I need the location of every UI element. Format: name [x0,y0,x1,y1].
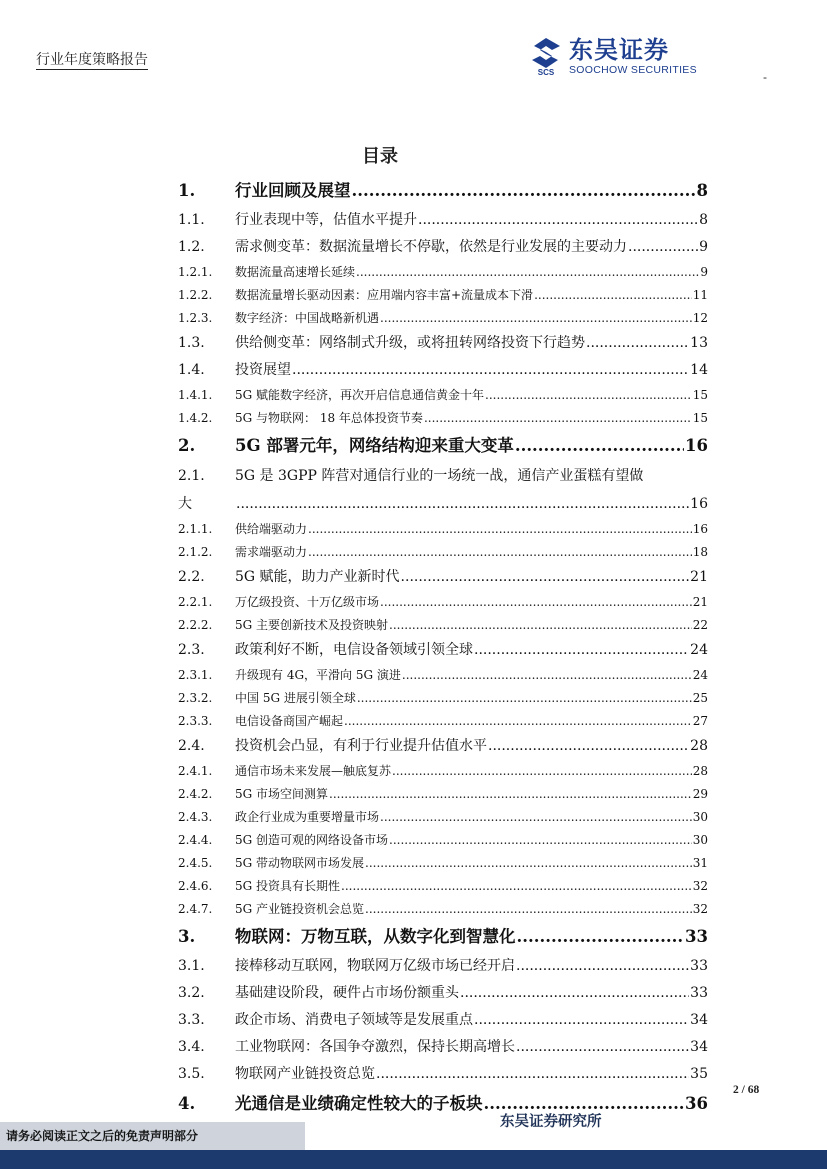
toc-entry-page: 32 [692,879,708,893]
toc-entry-number: 2.4.4. [178,833,213,847]
toc-entry-title: 供给端驱动力 [235,522,308,536]
toc-entry-page: 22 [692,618,708,632]
toc-leader-dots [356,261,699,284]
toc-entry-title: 5G 产业链投资机会总览 [235,902,365,916]
toc-leader-dots [329,783,692,806]
toc-entry[interactable] [178,1007,708,1034]
toc-entry[interactable] [178,921,708,953]
toc-entry-title: 投资机会凸显，有利于行业提升估值水平 [235,738,487,754]
toc-entry-title: 5G 赋能，助力产业新时代 [235,569,400,585]
toc-entry[interactable] [178,541,708,564]
toc-entry-page: 30 [692,833,708,847]
toc-entry-title: 5G 创造可观的网络设备市场 [235,833,389,847]
toc-entry-title: 电信设备商国产崛起 [235,714,344,728]
toc-entry[interactable] [178,357,708,384]
toc-leader-dots [401,564,690,591]
toc-leader-dots [357,687,692,710]
toc-entry-title: 数据流量增长驱动因素：应用端内容丰富+流量成本下滑 [235,288,534,302]
toc-entry-number: 3.3. [178,1012,205,1028]
toc-entry-title: 5G 投资具有长期性 [235,879,341,893]
toc-entry-title: 物联网：万物互联，从数字化到智慧化 [235,927,516,946]
toc-entry-title: 数字经济：中国战略新机遇 [235,311,380,325]
toc-entry[interactable] [178,384,708,407]
toc-entry[interactable] [178,614,708,637]
logo-english-name: SOOCHOW SECURITIES [569,64,697,76]
toc-entry-number: 2.4.6. [178,879,213,893]
toc-entry[interactable] [178,407,708,430]
toc-entry-number: 2.3. [178,642,205,658]
toc-entry-number: 2.4.2. [178,787,213,801]
toc-entry-page: 30 [692,810,708,824]
toc-leader-dots [392,760,692,783]
toc-entry-title: 数据流量高速增长延续 [235,265,356,279]
toc-entry[interactable] [178,175,708,207]
toc-entry-page: 24 [692,668,708,682]
toc-entry-number: 2.1.1. [178,522,213,536]
company-logo [528,36,698,78]
table-of-contents [178,175,708,1120]
toc-entry-page: 28 [690,738,708,754]
toc-entry-page: 18 [692,545,708,559]
toc-leader-dots [474,637,689,664]
svg-text:SCS: SCS [537,68,555,76]
toc-entry-page: 8 [699,212,708,228]
toc-entry-page: 16 [692,522,708,536]
toc-entry-page: 16 [685,436,708,455]
toc-entry-number: 3.4. [178,1039,205,1055]
toc-entry[interactable] [178,852,708,875]
toc-entry-title: 万亿级投资、十万亿级市场 [235,595,380,609]
toc-entry[interactable] [178,733,708,760]
toc-entry-number: 2.3.3. [178,714,213,728]
toc-entry-title: 政企行业成为重要增量市场 [235,810,380,824]
toc-leader-dots [380,591,692,614]
toc-entry-number: 2.2. [178,569,205,585]
toc-entry-page: 15 [692,388,708,402]
toc-leader-dots [365,852,692,875]
toc-entry-page: 34 [690,1012,708,1028]
toc-entry-number: 1.3. [178,335,205,351]
toc-entry-page: 21 [692,595,708,609]
toc-leader-dots [389,614,692,637]
toc-entry-number: 3. [178,927,196,946]
toc-entry-number: 1.4.1. [178,388,213,402]
toc-entry-page: 32 [692,902,708,916]
toc-entry-page: 9 [700,265,708,279]
toc-leader-dots [474,1007,689,1034]
toc-entry-number: 1.2.2. [178,288,213,302]
toc-entry-number: 2.4.3. [178,810,213,824]
toc-entry-page: 33 [685,927,708,946]
toc-entry-page: 34 [690,1039,708,1055]
toc-entry[interactable] [178,760,708,783]
toc-leader-dots [485,384,692,407]
toc-entry[interactable] [178,1061,708,1088]
toc-entry[interactable] [178,330,708,357]
toc-leader-dots [341,875,692,898]
toc-entry-title: 物联网产业链投资总览 [235,1066,375,1082]
toc-leader-dots [380,806,692,829]
toc-entry-page: 33 [690,985,708,1001]
toc-entry-title: 行业表现中等，估值水平提升 [235,212,417,228]
toc-entry-title: 接棒移动互联网，物联网万亿级市场已经开启 [235,958,515,974]
toc-entry-title: 5G 部署元年，网络结构迎来重大变革 [235,436,514,455]
toc-entry[interactable] [178,591,708,614]
toc-leader-dots [236,490,689,518]
toc-leader-dots [516,953,689,980]
toc-entry[interactable] [178,462,708,518]
toc-entry-title: 政策利好不断，电信设备领域引领全球 [235,642,473,658]
toc-entry-title: 需求侧变革：数据流量增长不停歇，依然是行业发展的主要动力 [235,239,627,255]
toc-entry[interactable] [178,980,708,1007]
toc-entry-number: 1.2.1. [178,265,213,279]
toc-leader-dots [418,207,698,234]
toc-entry-title: 工业物联网：各国争夺激烈，保持长期高增长 [235,1039,515,1055]
toc-leader-dots [308,518,692,541]
toc-entry-page: 13 [690,335,708,351]
toc-entry-page: 11 [692,288,708,302]
toc-entry-title: 供给侧变革：网络制式升级，或将扭转网络投资下行趋势 [235,335,585,351]
toc-entry-title: 行业回顾及展望 [235,181,351,200]
toc-entry-title: 5G 赋能数字经济，再次开启信息通信黄金十年 [235,388,485,402]
toc-entry-page: 35 [690,1066,708,1082]
toc-entry-title: 5G 市场空间测算 [235,787,329,801]
toc-entry-page: 25 [692,691,708,705]
toc-leader-dots [292,357,689,384]
page-indicator: 2 / 68 [733,1084,760,1096]
toc-entry-page: 36 [685,1094,708,1113]
toc-leader-dots [516,1034,689,1061]
toc-leader-dots [308,541,692,564]
toc-entry-title: 基础建设阶段，硬件占市场份额重头 [235,985,459,1001]
toc-entry-title: 5G 与物联网： 18 年总体投资节奏 [235,411,423,425]
toc-entry[interactable] [178,687,708,710]
toc-entry-number: 2.4.1. [178,764,213,778]
toc-entry[interactable] [178,637,708,664]
toc-entry-number: 2.4.5. [178,856,213,870]
toc-entry[interactable] [178,1034,708,1061]
toc-entry-title: 投资展望 [235,362,291,378]
toc-entry-title: 5G 主要创新技术及投资映射 [235,618,389,632]
toc-entry-title: 5G 带动物联网市场发展 [235,856,365,870]
toc-entry-number: 1.1. [178,212,205,228]
toc-entry-page: 8 [696,181,708,200]
disclaimer-text: 请务必阅读正文之后的免责声明部分 [6,1129,199,1143]
toc-leader-dots [517,921,685,953]
toc-entry-page: 27 [692,714,708,728]
toc-entry[interactable] [178,518,708,541]
toc-entry[interactable] [178,234,708,261]
toc-leader-dots [365,898,692,921]
toc-entry-number: 1.2.3. [178,311,213,325]
toc-entry-page: 21 [690,569,708,585]
toc-entry-page: 31 [692,856,708,870]
toc-entry-title: 5G 是 3GPP 阵营对通信行业的一场统一战，通信产业蛋糕有望做 [235,468,644,484]
toc-entry-title: 升级现有 4G，平滑向 5G 演进 [235,668,401,682]
toc-entry-number: 2.3.2. [178,691,213,705]
toc-leader-dots [352,175,696,207]
toc-entry-number: 3.2. [178,985,205,1001]
toc-title: 目录 [362,146,398,167]
toc-entry-page: 28 [692,764,708,778]
toc-leader-dots [344,710,692,733]
toc-entry-number: 2.4. [178,738,205,754]
toc-entry[interactable] [178,875,708,898]
toc-entry-number: 2. [178,436,196,455]
toc-entry[interactable] [178,898,708,921]
toc-entry[interactable] [178,284,708,307]
toc-entry-number: 1.2. [178,239,205,255]
toc-entry[interactable] [178,1088,708,1120]
toc-entry-number: 2.4.7. [178,902,213,916]
toc-entry-number: 2.3.1. [178,668,213,682]
toc-entry-page: 24 [690,642,708,658]
toc-entry[interactable] [178,307,708,330]
toc-entry[interactable] [178,207,708,234]
toc-entry[interactable] [178,783,708,806]
toc-leader-dots [389,829,692,852]
toc-entry-title: 光通信是业绩确定性较大的子板块 [235,1094,483,1113]
toc-leader-dots [586,330,689,357]
soochow-logo-icon [528,36,564,76]
footer-bar [0,1150,827,1169]
toc-leader-dots [402,664,692,687]
toc-leader-dots [424,407,692,430]
toc-entry[interactable] [178,664,708,687]
toc-entry[interactable] [178,564,708,591]
toc-leader-dots [380,307,692,330]
toc-entry-page: 14 [690,362,708,378]
header-dash: - [763,70,767,84]
toc-entry-page: 12 [692,311,708,325]
toc-entry-page: 29 [692,787,708,801]
toc-entry-number: 1.4. [178,362,205,378]
toc-entry[interactable] [178,953,708,980]
toc-entry-page: 9 [699,239,708,255]
toc-entry-page: 15 [692,411,708,425]
toc-entry-page: 33 [690,958,708,974]
toc-entry-title: 需求端驱动力 [235,545,308,559]
toc-entry-title: 中国 5G 进展引领全球 [235,691,356,705]
toc-entry-number: 2.1. [178,468,205,484]
toc-leader-dots [534,284,692,307]
toc-entry-number: 2.2.2. [178,618,213,632]
toc-entry-number: 3.5. [178,1066,205,1082]
toc-leader-dots [488,733,689,760]
toc-entry-number: 1.4.2. [178,411,213,425]
logo-chinese-name: 东吴证券 [569,36,669,64]
toc-entry[interactable] [178,829,708,852]
toc-entry[interactable] [178,806,708,829]
research-institute-name: 东吴证券研究所 [500,1113,602,1130]
toc-entry-number: 1. [178,181,196,200]
toc-entry[interactable] [178,430,708,462]
toc-leader-dots [460,980,689,1007]
toc-entry-number: 3.1. [178,958,205,974]
toc-leader-dots [515,430,684,462]
toc-entry-title-continued: 大 [178,496,192,512]
toc-entry[interactable] [178,261,708,284]
report-type-label: 行业年度策略报告 [36,52,148,68]
toc-entry[interactable] [178,710,708,733]
toc-entry-number: 2.1.2. [178,545,213,559]
toc-entry-number: 4. [178,1094,196,1113]
toc-entry-page: 16 [690,496,708,512]
toc-leader-dots [628,234,698,261]
toc-entry-title: 政企市场、消费电子领域等是发展重点 [235,1012,473,1028]
toc-leader-dots [376,1061,689,1088]
toc-entry-number: 2.2.1. [178,595,213,609]
toc-entry-title: 通信市场未来发展—触底复苏 [235,764,392,778]
